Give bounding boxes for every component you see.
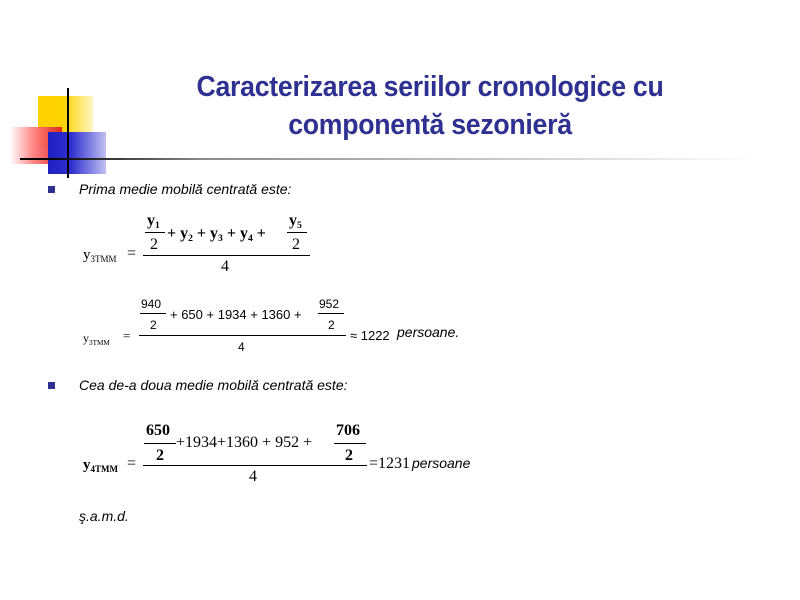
formula2-den: 4 [238,340,245,354]
formula2-b-bar [318,313,344,314]
bullet-text-2: Cea de-a doua medie mobilă centrată este: [79,377,348,393]
title-line-1: Caracterizarea seriilor cronologice cu [196,71,664,103]
formula3-main-bar [143,465,367,466]
formula2-a-bar [140,313,166,314]
title-underline [20,158,755,160]
formula3-a-bar [144,443,176,444]
formula2-eq: = [123,328,131,343]
formula2-unit: persoane. [397,324,460,340]
formula1-den: 4 [221,258,229,275]
formula3-b-bar [334,443,366,444]
slide-title [136,68,725,144]
formula1-inner-den: 2 [150,236,158,253]
formula3-b-den: 2 [345,447,353,464]
formula3-a-den: 2 [156,447,164,464]
formula1-last-den: 2 [292,236,300,253]
formula1-y5: $y_5$ [289,212,302,231]
etc-text: ş.a.m.d. [79,508,129,524]
formula1-lhs: $y_{3TMM}$ [83,247,117,264]
formula3-den: 4 [249,468,257,485]
formula2-b-top: 952 [319,297,340,311]
formula2-a-den: 2 [150,318,157,332]
formula3-eq: = [127,455,137,472]
formula3-unit: persoane [412,455,471,471]
formula2-lhs: $y_{3TMM}$ [83,331,110,347]
formula3-a-top: 650 [146,422,170,439]
formula1-y1: $y_1$ [147,212,160,231]
bullet-marker [48,382,55,389]
formula3-lhs: $y_{4TMM}$ [83,457,118,474]
formula1-main-fraction-bar [143,255,310,256]
title-line-2: componentă sezonieră [288,109,572,141]
formula2-a-top: 940 [141,297,162,311]
formula3-result: =1231 [369,455,411,472]
formula3-b-top: 706 [336,422,360,439]
formula2-mid: + 650 + 1934 + 1360 + [170,307,302,322]
formula2-result: ≈ 1222 [350,328,390,343]
formula1-inner-fraction-bar [145,232,165,233]
formula1-last-fraction-bar [287,232,307,233]
formula1-eq: = [127,245,137,262]
formula3-mid: +1934+1360 + 952 + [176,434,313,451]
formula1-mid-terms: + $y_2 + y_3 + y_4$ + [167,225,266,244]
decor-blue-square [48,132,106,174]
bullet-text-1: Prima medie mobilă centrată este: [79,181,292,197]
formula2-main-bar [139,335,346,336]
bullet-marker [48,186,55,193]
formula2-b-den: 2 [328,318,335,332]
decor-vertical-line [67,88,69,178]
